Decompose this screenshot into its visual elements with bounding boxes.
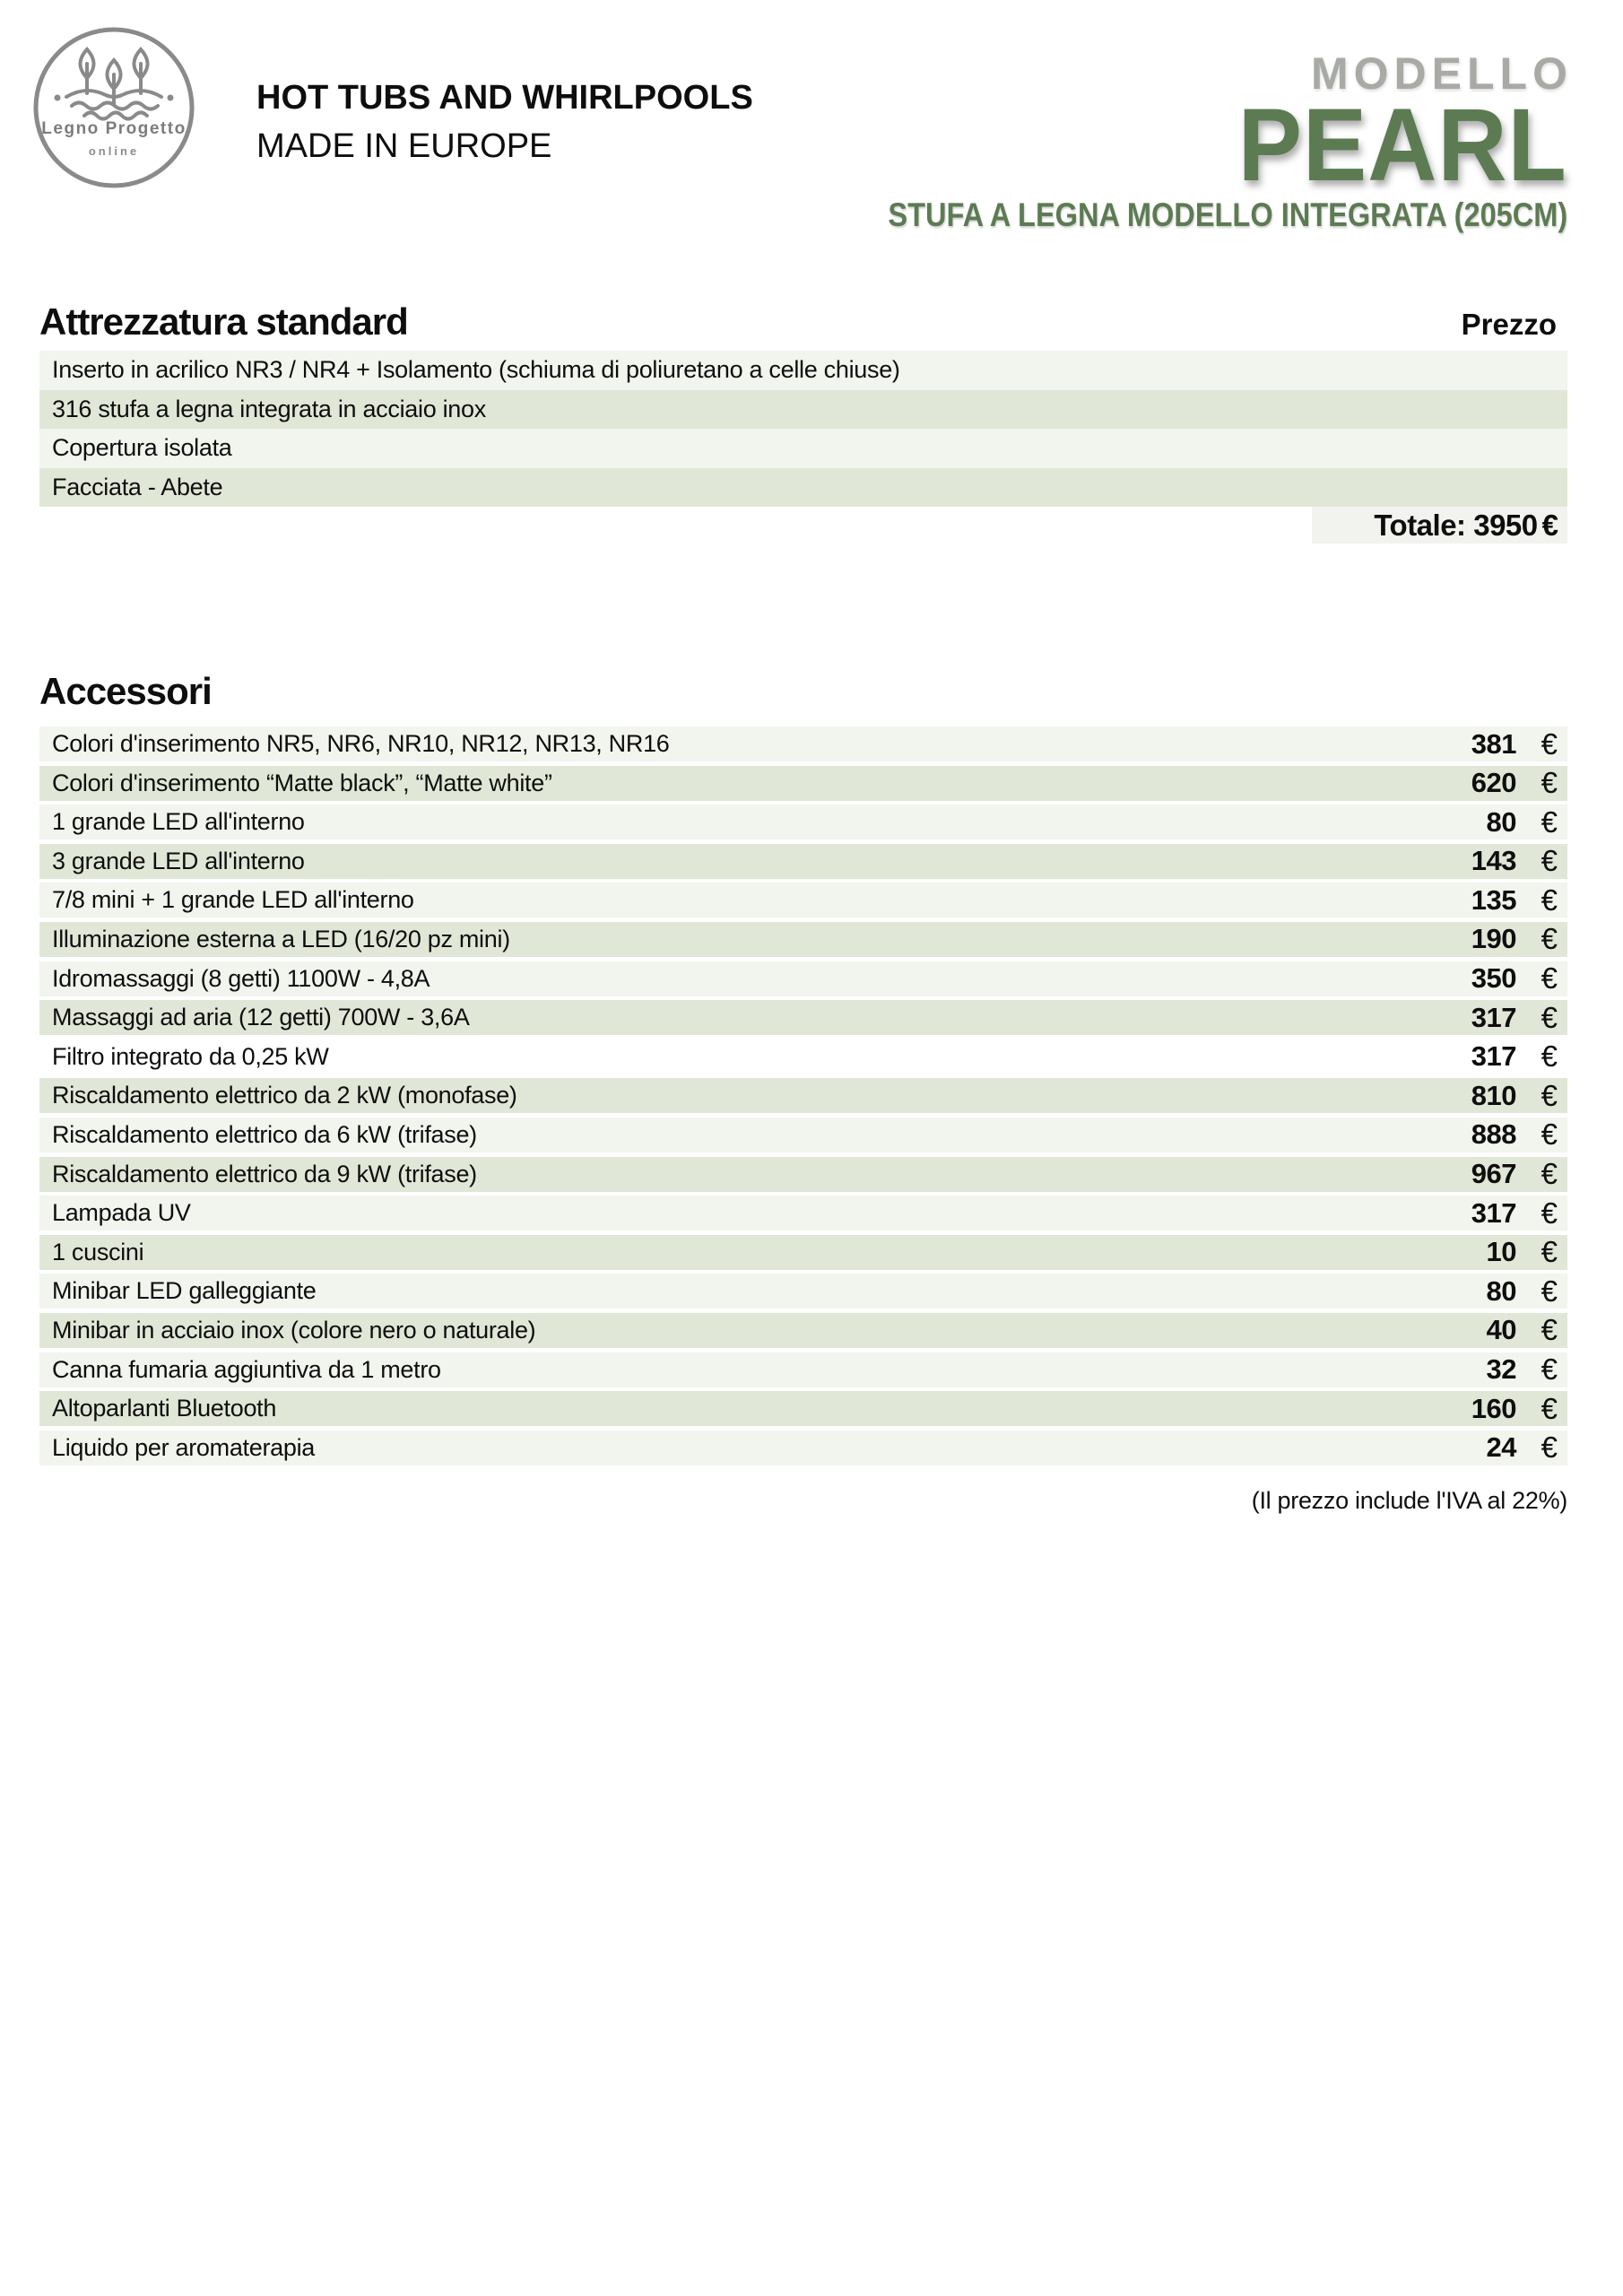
item-label: 316 stufa a legna integrata in acciaio inox — [52, 395, 486, 422]
euro-symbol: € — [1541, 961, 1558, 996]
item-price: 317 — [1471, 1196, 1516, 1229]
euro-symbol: € — [1541, 508, 1558, 542]
company-title: HOT TUBS AND WHIRLPOOLS — [256, 79, 753, 117]
item-price: 317 — [1471, 1040, 1516, 1073]
accessory-row — [39, 844, 1567, 879]
accessory-row — [39, 1196, 1567, 1231]
item-price: 350 — [1471, 962, 1516, 995]
table-row — [39, 468, 1567, 508]
accessories-section-title: Accessori — [39, 670, 212, 712]
table-row — [39, 429, 1567, 468]
model-header — [795, 48, 1573, 233]
vat-note: (Il prezzo include l'IVA al 22%) — [1251, 1486, 1567, 1514]
euro-symbol: € — [1541, 1352, 1558, 1386]
accessory-row — [39, 883, 1567, 918]
dot-icon — [55, 95, 61, 101]
euro-symbol: € — [1541, 844, 1558, 878]
standard-section-header — [39, 301, 1567, 345]
item-label: 3 grande LED all'interno — [52, 847, 305, 874]
item-label: Canna fumaria aggiuntiva da 1 metro — [52, 1355, 441, 1383]
euro-symbol: € — [1541, 1431, 1558, 1465]
price-column-header: Prezzo — [1461, 308, 1557, 341]
content-area — [39, 301, 1567, 1514]
item-label: Altoparlanti Bluetooth — [52, 1395, 277, 1422]
accessory-row — [39, 922, 1567, 957]
item-label: Massaggi ad aria (12 getti) 700W - 3,6A — [52, 1004, 470, 1031]
accessory-row — [39, 1391, 1567, 1426]
item-price: 317 — [1471, 1001, 1516, 1033]
wave-line — [84, 113, 147, 119]
item-label: Liquido per aromaterapia — [52, 1433, 315, 1461]
euro-symbol: € — [1541, 1235, 1558, 1269]
euro-symbol: € — [1541, 1039, 1558, 1074]
item-label: Facciata - Abete — [52, 473, 223, 500]
total-box — [1312, 507, 1567, 544]
item-label: Inserto in acrilico NR3 / NR4 + Isolamento (schiuma di poliuretano a celle chiuse) — [52, 356, 900, 384]
item-label: Riscaldamento elettrico da 9 kW (trifase) — [52, 1160, 477, 1187]
euro-symbol: € — [1541, 1196, 1558, 1230]
item-price: 135 — [1471, 883, 1516, 916]
item-price: 160 — [1471, 1392, 1516, 1424]
item-label: Illuminazione esterna a LED (16/20 pz mini) — [52, 925, 510, 952]
item-label: 7/8 mini + 1 grande LED all'interno — [52, 886, 414, 914]
standard-items — [39, 351, 1567, 507]
company-header — [256, 77, 753, 167]
item-price: 80 — [1486, 805, 1516, 838]
item-price: 190 — [1471, 923, 1516, 955]
item-label: Minibar LED galleggiante — [52, 1277, 317, 1305]
logo-artwork — [36, 30, 192, 186]
accessory-row — [39, 1157, 1567, 1192]
table-row — [39, 390, 1567, 430]
euro-symbol: € — [1541, 804, 1558, 839]
accessory-items — [39, 726, 1567, 1465]
euro-symbol: € — [1541, 1078, 1558, 1112]
accessory-row — [39, 1313, 1567, 1348]
dot-icon — [168, 95, 174, 101]
item-label: Riscaldamento elettrico da 2 kW (monofase) — [52, 1082, 517, 1109]
wave-line — [72, 103, 158, 109]
item-label: Copertura isolata — [52, 434, 232, 462]
accessory-row — [39, 1000, 1567, 1035]
logo-tagline: online — [88, 144, 140, 158]
item-price: 967 — [1471, 1158, 1516, 1190]
euro-symbol: € — [1541, 1118, 1558, 1152]
accessory-row — [39, 1274, 1567, 1309]
accessory-row — [39, 961, 1567, 996]
item-label: Colori d'inserimento “Matte black”, “Matte white” — [52, 769, 552, 796]
euro-symbol: € — [1541, 1313, 1558, 1347]
model-name: PEARL — [1237, 88, 1567, 203]
item-label: Idromassaggi (8 getti) 1100W - 4,8A — [52, 964, 430, 992]
item-label: Colori d'inserimento NR5, NR6, NR10, NR12, NR13, NR16 — [52, 730, 670, 757]
total-label: Totale: 3950 — [1374, 508, 1538, 542]
logo-name: Legno Progetto — [41, 119, 187, 138]
item-price: 40 — [1486, 1314, 1516, 1346]
company-subtitle: MADE IN EUROPE — [256, 127, 552, 165]
accessory-row — [39, 766, 1567, 801]
accessory-row — [39, 1078, 1567, 1113]
model-subtitle: STUFA A LEGNA MODELLO INTEGRATA (205CM) — [888, 196, 1567, 233]
euro-symbol: € — [1541, 922, 1558, 956]
total-row — [39, 507, 1567, 544]
item-label: 1 grande LED all'interno — [52, 808, 305, 836]
accessory-row — [39, 1431, 1567, 1465]
accessory-row — [39, 1352, 1567, 1387]
item-price: 143 — [1471, 845, 1516, 877]
item-price: 10 — [1486, 1236, 1516, 1268]
euro-symbol: € — [1541, 1000, 1558, 1034]
euro-symbol: € — [1541, 1391, 1558, 1425]
accessory-row — [39, 804, 1567, 839]
item-price: 620 — [1471, 767, 1516, 799]
company-logo — [29, 22, 199, 193]
accessory-row — [39, 1039, 1567, 1074]
accessory-row — [39, 1235, 1567, 1270]
item-price: 381 — [1471, 727, 1516, 760]
euro-symbol: € — [1541, 1274, 1558, 1308]
item-price: 24 — [1486, 1431, 1516, 1464]
accessory-row — [39, 1118, 1567, 1152]
item-label: 1 cuscini — [52, 1238, 144, 1265]
item-label: Lampada UV — [52, 1199, 191, 1227]
euro-symbol: € — [1541, 1157, 1558, 1191]
model-label: MODELLO — [1311, 48, 1573, 99]
item-price: 888 — [1471, 1118, 1516, 1151]
item-label: Minibar in acciaio inox (colore nero o naturale) — [52, 1316, 536, 1344]
logo-circle — [36, 30, 192, 186]
standard-section-title: Attrezzatura standard — [39, 300, 408, 343]
item-label: Riscaldamento elettrico da 6 kW (trifase) — [52, 1120, 477, 1148]
table-row — [39, 351, 1567, 390]
item-price: 810 — [1471, 1079, 1516, 1111]
item-price: 80 — [1486, 1274, 1516, 1307]
item-label: Filtro integrato da 0,25 kW — [52, 1042, 329, 1070]
euro-symbol: € — [1541, 883, 1558, 917]
accessory-row — [39, 726, 1567, 761]
item-price: 32 — [1486, 1353, 1516, 1385]
euro-symbol: € — [1541, 766, 1558, 800]
euro-symbol: € — [1541, 726, 1558, 761]
